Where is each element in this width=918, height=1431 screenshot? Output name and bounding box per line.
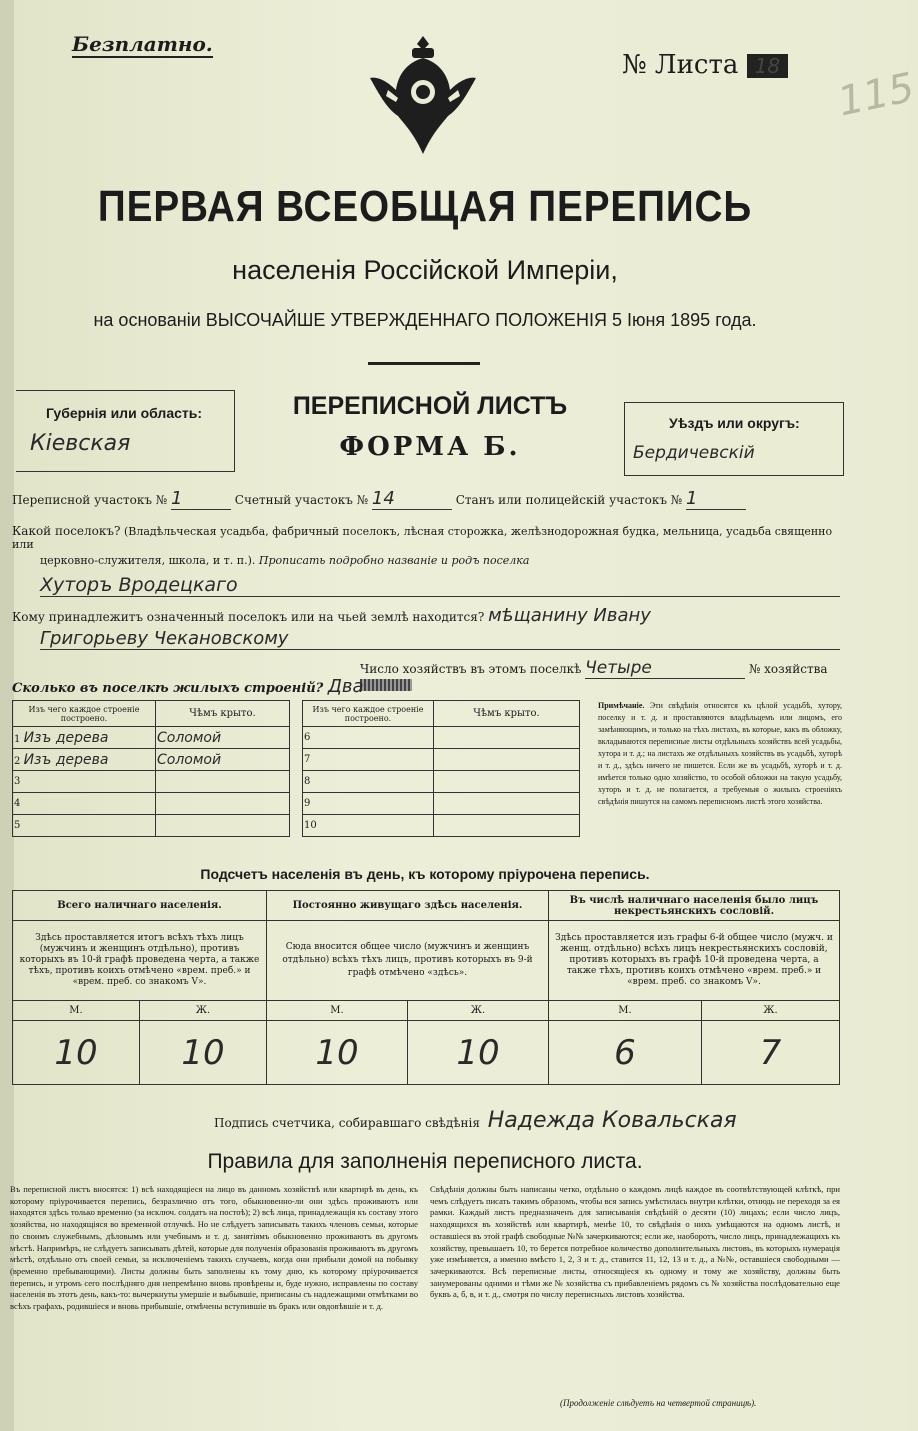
note-block: [598, 700, 842, 808]
census-area-label: Переписной участокъ №: [12, 493, 168, 507]
roof-cell: [156, 815, 290, 837]
roof-cell: [156, 771, 290, 793]
signature-value: Надежда Ковальская: [487, 1108, 737, 1133]
sheet-number-value: 18: [747, 54, 788, 78]
table-row: 3: [13, 771, 156, 793]
settlement-hint2: церковно-служителя, школа, и т. п.).: [40, 554, 256, 567]
permanent-male: 10: [267, 1021, 408, 1085]
buildings-line: [12, 676, 364, 697]
count-area-label: Счетный участокъ №: [234, 493, 369, 507]
province-label: Губернія или область:: [46, 405, 203, 421]
tally-col1-text: Здѣсь проставляется итогъ всѣхъ тѣхъ лицъ (мужчинъ и женщинъ отдѣльно), противъ которыхъ въ 10-й графѣ проведена черта, а также тѣхъ, противъ коихъ отмѣчено «врем. преб.» и «врем. преб. со знакомъ V».: [13, 921, 267, 1001]
table-row: 9: [303, 793, 434, 815]
male-header: М.: [13, 1001, 140, 1021]
note-title: Примѣчаніе.: [598, 701, 645, 710]
col-roof-header: Чѣмъ крыто.: [434, 701, 580, 727]
tally-title: Подсчетъ населенія въ день, къ которому пріурочена перепись.: [200, 866, 650, 882]
signature-label: Подпись счетчика, собиравшаго свѣдѣнія: [214, 1116, 480, 1130]
settlement-hint-line2: [40, 554, 850, 567]
tally-col1-head: Всего наличнаго населенія.: [13, 891, 267, 921]
rules-left: Въ переписной листъ вносятся: 1) всѣ находящіеся на лицо въ данномъ хозяйствѣ или квартирѣ въ день, къ которому пріурочивается перепись, безразлично отъ того, обыкновенно-ли они здѣсь проживаютъ или находятся здѣсь только временно (за исключ. солдатъ на постоѣ); 2) всѣ лица, принадлежащія къ составу этого хозяйства, но находящіяся во временной отлучкѣ. Но не слѣдуетъ записывать такихъ членовъ семьи, которые по своимъ служебнымъ, дѣловымъ или учебнымъ и т. д. занятіямъ обыкновенно проживаютъ въ другомъ мѣстѣ. Напримѣръ, не слѣдуетъ записывать дѣтей, которые для полученія образованія проживаютъ въ другомъ мѣстѣ, отдѣльно отъ своей семьи, за исключеніемъ такихъ случаевъ, когда они прибыли домой на побывку (временно пребывающими). Листы должны быть заполнены къ тому дню, къ которому пріурочивается перепись, и утромъ сего послѣдняго дня непремѣнно вновь провѣрены и, буде нужно, исправлены по составу населенія въ этотъ день, какъ-то: вычеркнуты умершіе и выбывшіе, приписаны съ надлежащими отмѣтками во всѣхъ графахъ, родившіеся и вновь прибывшіе, отмѣчены вступившіе въ бракъ или овдовѣвшіе и т. д.: [10, 1184, 418, 1312]
male-header: М.: [267, 1001, 408, 1021]
list-title: ПЕРЕПИСНОЙ ЛИСТЪ: [292, 392, 568, 420]
rules-right: Свѣдѣнія должны быть написаны четко, отдѣльно о каждомъ лицѣ каждое въ соотвѣтствующей клѣткѣ, при чемъ слѣдуетъ писать такимъ образомъ, чтобы вся запись умѣстилась внутри клѣтки, отнюдь не переходя за ея рамки. Каждый листъ предназначенъ для записыванія свѣдѣній о десяти (10) лицахъ; если число лицъ, находящихся въ хозяйствѣ или квартирѣ, менѣе 10, то свѣдѣнія о нихъ умѣщаются на одномъ листѣ, и оставшіеся въ этой графѣ свободные №№ зачеркиваются; если же, наоборотъ, число лицъ, принадлежащихъ къ хозяйству, превышаетъ 10, то берется потребное количество дополнительныхъ листовъ, въ которыхъ нумерація уже измѣняется, а именно вмѣсто 1, 2, 3 и т. д., ставится 11, 12, 13 и т. д., а №№, оставшіеся свободными — зачеркиваются. Всѣ переписные листы, относящіеся къ одному и тому же хозяйству, должны быть занумерованы одними и тѣми же № хозяйства съ прибавленіемъ рядомъ съ № хозяйства послѣдовательно еще буквъ а, б, в, и т. д., смотря по числу переписныхъ листовъ хозяйства.: [430, 1184, 840, 1300]
rules-title: Правила для заполненія переписного листа.: [207, 1150, 643, 1173]
owner-value-2: Григорьеву Чекановскому: [40, 628, 840, 650]
signature-line: [214, 1108, 737, 1133]
settlement-instruction: Прописать подробно названіе и родъ поселка: [258, 554, 530, 567]
sheet-number-label: № Листа: [622, 50, 739, 80]
imperial-eagle-icon: [368, 30, 478, 160]
tally-col2-text: Сюда вносится общее число (мужчинъ и женщинъ отдѣльно) всѣхъ тѣхъ лицъ, противъ которыхъ въ 9-й графѣ отмѣчено «здѣсь».: [267, 921, 549, 1001]
buildings-label: Сколько въ поселкѣ жилыхъ строеній?: [12, 681, 324, 696]
buildings-table-right: [302, 700, 580, 837]
table-row: 10: [303, 815, 434, 837]
district-box: [624, 402, 844, 476]
census-area-value: 1: [171, 488, 231, 510]
households-value: Четыре: [585, 658, 745, 679]
female-header: Ж.: [140, 1001, 267, 1021]
buildings-value: Два: [327, 676, 364, 697]
permanent-female: 10: [408, 1021, 549, 1085]
free-label: Безплатно.: [72, 32, 213, 56]
buildings-table-left: [12, 700, 290, 837]
col-built-header: Изъ чего каждое строеніе построено.: [13, 701, 156, 727]
district-label: Уѣздъ или округъ:: [669, 415, 800, 431]
police-area-label: Станъ или полицейскій участокъ №: [455, 493, 683, 507]
province-box: [16, 390, 235, 472]
tally-col3-head: Въ числѣ наличнаго населенія было лицъ некрестьянскихъ сословій.: [549, 891, 840, 921]
rules-continued: (Продолженіе слѣдуетъ на четвертой страницѣ).: [560, 1398, 757, 1408]
province-value: Кіевская: [30, 431, 131, 456]
settlement-question: [12, 524, 852, 551]
table-row: 7: [303, 749, 434, 771]
tally-col2-head: Постоянно живущаго здѣсь населенія.: [267, 891, 549, 921]
roof-cell: [156, 793, 290, 815]
margin-number: 115: [834, 64, 918, 126]
table-row: 8: [303, 771, 434, 793]
tally-table: [12, 890, 840, 1085]
district-value: Бердичевскій: [633, 443, 755, 463]
sheet-number: [622, 50, 788, 80]
female-header: Ж.: [408, 1001, 549, 1021]
households-line: [360, 658, 850, 694]
non-peasant-male: 6: [549, 1021, 702, 1085]
roof-cell: Соломой: [156, 727, 290, 749]
total-present-male: 10: [13, 1021, 140, 1085]
settlement-hint: (Владѣльческая усадьба, фабричный поселокъ, лѣсная сторожка, желѣзнодорожная будка, мельница, усадьба священно или: [12, 525, 833, 551]
households-label: Число хозяйствъ въ этомъ поселкѣ: [360, 662, 582, 676]
table-row: 2 Изъ дерева: [13, 749, 156, 771]
owner-value-1: мѣщанину Ивану: [488, 605, 651, 626]
col-built-header: Изъ чего каждое строеніе построено.: [303, 701, 434, 727]
table-row: 1 Изъ дерева: [13, 727, 156, 749]
settlement-value: Хуторъ Вродецкаго: [40, 574, 840, 597]
male-header: М.: [549, 1001, 702, 1021]
owner-line: [12, 605, 852, 626]
page-title: ПЕРВАЯ ВСЕОБЩАЯ ПЕРЕПИСЬ: [97, 182, 753, 231]
table-row: 5: [13, 815, 156, 837]
note-text: Эти свѣдѣнія относятся къ цѣлой усадьбѣ, хутору, поселку и т. д. и проставляются владѣльцемъ или лицомъ, его замѣняющимъ, и только на тѣхъ листахъ, въ которые, какъ въ обложку, вкладываются переписные листы отдѣльныхъ хозяйствъ всей усадьбы, хутора и т. д.; на листахъ же отдѣльныхъ хозяйствъ въ усадьбѣ, хуторѣ и т. д., здѣсь ничего не пишется. Если же въ усадьбѣ, хуторѣ и т. д. имѣется только одно хозяйство, то особой обложки на такую усадьбу, хуторъ и т. д. не полагается, а требуемыя о жилыхъ строеніяхъ свѣдѣнія пишутся на самомъ переписномъ листѣ этого хозяйства.: [598, 701, 843, 806]
household-number-label: № хозяйства: [748, 662, 828, 676]
non-peasant-female: 7: [702, 1021, 840, 1085]
household-number-redaction: [360, 679, 412, 691]
page-subtitle: населенія Россійской Имперіи,: [232, 255, 618, 285]
legal-basis: на основаніи ВЫСОЧАЙШЕ УТВЕРЖДЕННАГО ПОЛОЖЕНІЯ 5 Іюня 1895 года.: [93, 310, 757, 330]
col-roof-header: Чѣмъ крыто.: [156, 701, 290, 727]
police-area-value: 1: [686, 488, 746, 510]
count-area-value: 14: [372, 488, 452, 510]
divider: [368, 362, 480, 365]
table-row: 4: [13, 793, 156, 815]
table-row: 6: [303, 727, 434, 749]
settlement-q: Какой поселокъ?: [12, 524, 121, 538]
form-name: ФОРМА Б.: [339, 432, 521, 462]
tally-col3-text: Здѣсь проставляется изъ графы 6-й общее число (мужч. и женщ. отдѣльно) всѣхъ лицъ некрестьянскихъ сословій, противъ которыхъ въ графѣ 10-й проведена черта, а также тѣхъ, противъ коихъ отмѣчено «врем. преб.» и «врем. преб. со знакомъ V».: [549, 921, 840, 1001]
female-header: Ж.: [702, 1001, 840, 1021]
total-present-female: 10: [140, 1021, 267, 1085]
owner-question: Кому принадлежитъ означенный поселокъ или на чьей землѣ находится?: [12, 610, 485, 624]
area-line: [12, 488, 842, 510]
roof-cell: Соломой: [156, 749, 290, 771]
